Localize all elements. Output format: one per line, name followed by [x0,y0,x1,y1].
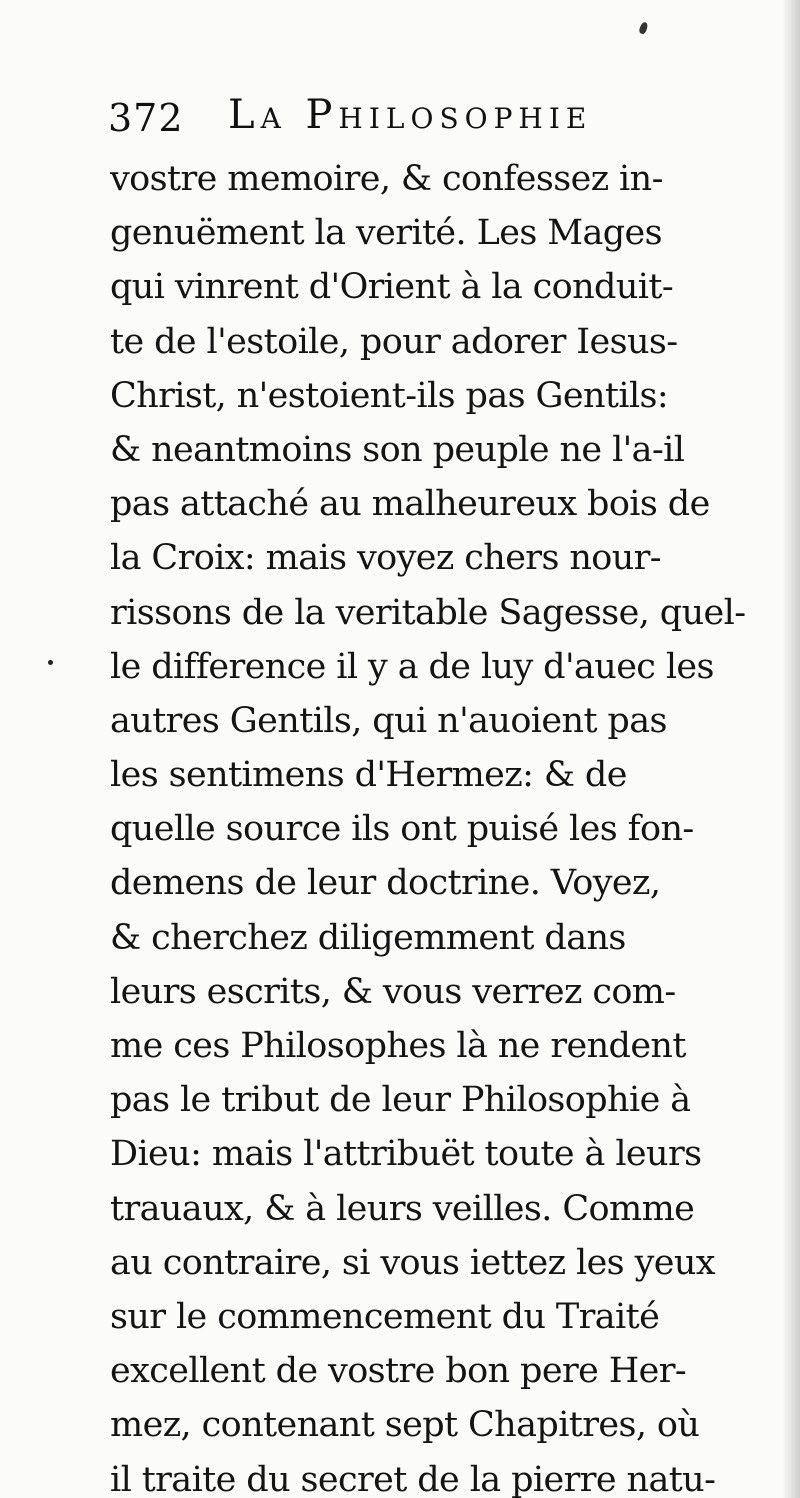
text-line: quelle source ils ont puisé les fon- [110,809,694,850]
text-line: te de l'estoile, pour adorer Iesus- [110,321,678,362]
text-line: il traite du secret de la pierre natu- [110,1459,716,1498]
text-line: les sentimens d'Hermez: & de [110,755,627,796]
text-line: autres Gentils, qui n'auoient pas [110,700,667,741]
text-line: genuëment la verité. Les Mages [110,213,662,254]
text-line: rissons de la veritable Sagesse, quel- [110,592,746,633]
text-line: excellent de vostre bon pere Her- [110,1351,687,1392]
running-title: La Philosophie [228,92,593,138]
text-line: le difference il y a de luy d'auec les [110,646,714,687]
text-line: & neantmoins son peuple ne l'a-il [110,429,685,470]
text-line: trauaux, & à leurs veilles. Comme [110,1188,695,1229]
text-line: vostre memoire, & confessez in- [110,159,663,199]
body-text [110,152,770,1498]
text-line: Dieu: mais l'attribuët toute à leurs [110,1134,702,1175]
text-line: la Croix: mais voyez chers nour- [110,538,662,579]
text-line: & cherchez diligemment dans [110,917,626,958]
text-line: au contraire, si vous iettez les yeux [110,1242,715,1283]
ink-blot [638,21,649,35]
text-line: sur le commencement du Traité [110,1296,660,1337]
running-header [108,92,768,152]
text-line: me ces Philosophes là ne rendent [110,1026,686,1066]
ink-dot [48,660,53,665]
text-line: leurs escrits, & vous verrez com- [110,971,676,1012]
text-line: Christ, n'estoient-ils pas Gentils: [110,375,669,416]
text-line: demens de leur doctrine. Voyez, [110,863,661,904]
text-line: qui vinrent d'Orient à la conduit- [110,267,674,308]
page-number: 372 [108,96,184,140]
text-line: pas attaché au malheureux bois de [110,484,710,525]
spine-shadow [782,0,800,1498]
text-line: pas le tribut de leur Philosophie à [110,1080,691,1121]
text-line: mez, contenant sept Chapitres, où [110,1405,700,1446]
